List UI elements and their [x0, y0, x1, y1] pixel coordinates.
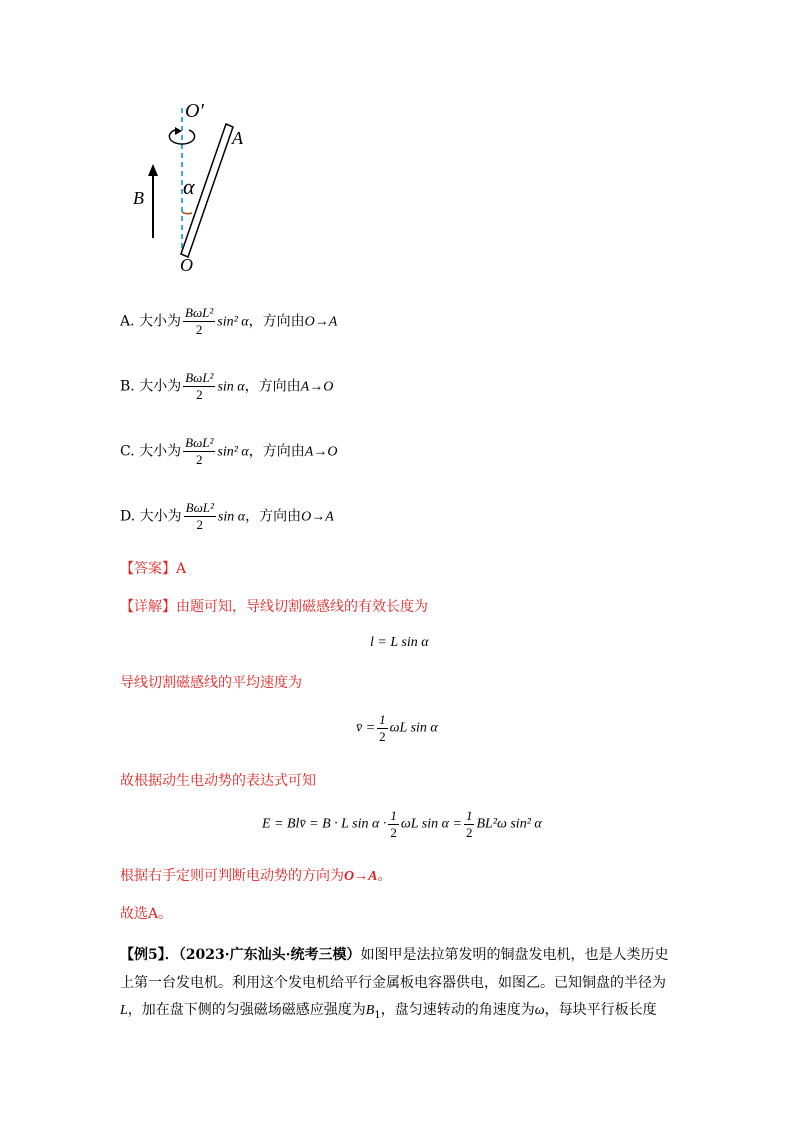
equation-3: E = Blv̄ = B · L sin α · $\frac{1}{2}$ ωL sin α = $\frac{1}{2}$ BL²ω sin² α: [262, 808, 542, 840]
detail-line-4: 根据右手定则可判断电动势的方向为O→A。: [120, 868, 392, 884]
label-a: A: [232, 128, 243, 148]
equation-2: v̄ = $\frac{1}{2}$ ωL sin α: [356, 712, 438, 744]
detail-line-2: 导线切割磁感线的平均速度为: [120, 675, 302, 691]
b-field-arrowhead: [148, 164, 158, 176]
example-line-2: 上第一台发电机。利用这个发电机给平行金属板电容器供电，如图乙。已知铜盘的半径为: [120, 975, 666, 991]
example-source: （2023·广东汕头·统考三模）: [178, 947, 361, 963]
rotation-arrowhead: [175, 127, 182, 135]
answer-label: 【答案】: [120, 561, 176, 577]
answer-value: A: [176, 561, 187, 577]
label-o-prime: O′: [185, 100, 204, 122]
label-o: O: [180, 255, 193, 275]
equation-1: l = L sin α: [370, 635, 429, 650]
detail-line-5: 故选A。: [120, 906, 173, 922]
example-label: 【例5】．: [120, 947, 179, 963]
example-line-1: 【例5】．（2023·广东汕头·统考三模）如图甲是法拉第发明的铜盘发电机，也是人类历史: [120, 947, 669, 963]
option-c: C. 大小为 $\frac{\text{BωL²}}{2}$ sin² α，方向由A→O: [120, 435, 338, 467]
option-a: A. 大小为 $\frac{\text{BωL²}}{2}$ sin² α，方向由O→A: [120, 305, 338, 337]
detail-line-3: 故根据动生电动势的表达式可知: [120, 773, 316, 789]
detail-label: 【详解】: [120, 599, 176, 615]
label-b: B: [133, 188, 144, 208]
example-line-3: L，加在盘下侧的匀强磁场磁感应强度为$B_1$，盘匀速转动的角速度为ω，每块平行板长度: [120, 1002, 657, 1021]
answer-line: [120, 559, 186, 579]
label-alpha: α: [183, 174, 195, 199]
rod-diagram: [125, 100, 265, 280]
angle-arc: [182, 212, 192, 214]
rod-figure: [125, 100, 265, 280]
detail-line-1: 【详解】由题可知，导线切割磁感线的有效长度为: [120, 599, 428, 615]
option-d: D. 大小为 $\frac{\text{BωL²}}{2}$ sin α，方向由O→A: [120, 500, 334, 532]
option-b: B. 大小为 $\frac{\text{BωL²}}{2}$ sin α，方向由A→O: [120, 370, 334, 402]
